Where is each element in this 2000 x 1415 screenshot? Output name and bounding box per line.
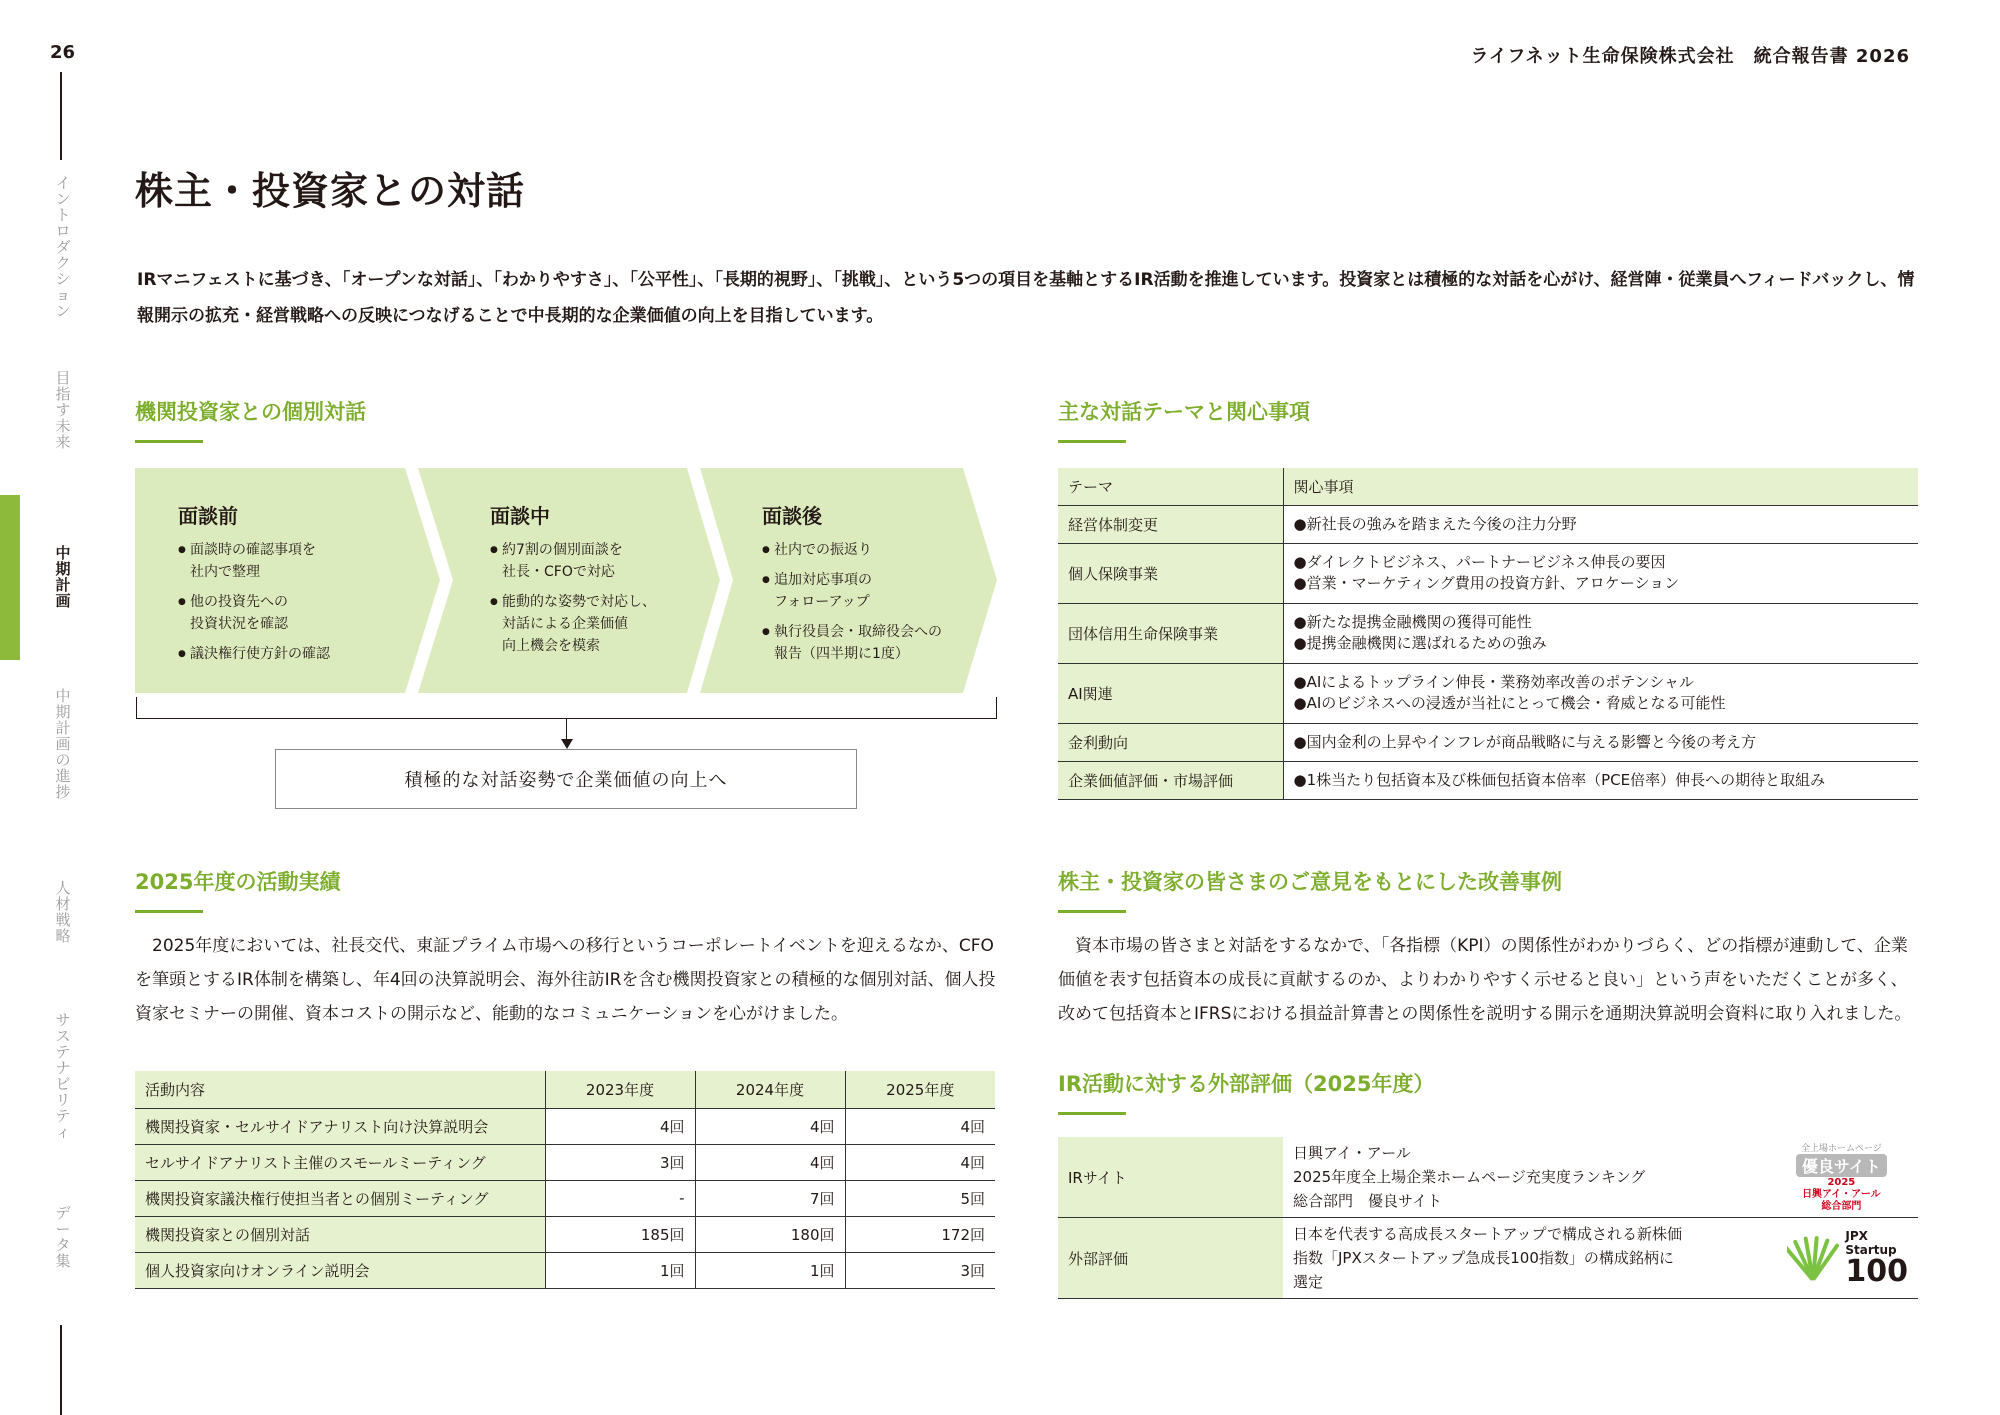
activity-count-cell: -	[545, 1180, 695, 1216]
flow-step-before	[178, 468, 408, 673]
flow-step-during	[490, 468, 720, 665]
interest-item: ●AIのビジネスへの浸透が当社にとって機会・脅威となる可能性	[1293, 694, 1726, 712]
flow-step-item: ● 面談時の確認事項を 社内で整理	[178, 539, 408, 583]
jpx-logo-cell	[1777, 1218, 1918, 1299]
activities-table	[135, 1071, 995, 1289]
sidebar-item[interactable]: 目指す未来	[55, 369, 71, 451]
table-row	[1058, 761, 1918, 799]
flow-step-list	[762, 539, 992, 665]
flow-step-list	[178, 539, 408, 665]
activity-count-cell: 4回	[695, 1108, 845, 1144]
activity-count-cell: 3回	[845, 1252, 995, 1288]
theme-cell: 金利動向	[1058, 723, 1283, 761]
report-header: ライフネット生命保険株式会社 統合報告書 2026	[1470, 46, 1910, 67]
interest-cell	[1283, 761, 1918, 799]
table-row	[1058, 505, 1918, 543]
sidebar-item[interactable]: 中期計画	[55, 544, 71, 610]
jpx-startup-logo-icon	[1787, 1229, 1908, 1287]
table-row	[135, 1144, 995, 1180]
eval-text: 日本を代表する高成長スタートアップで構成される新株価 指数「JPXスタートアップ急成長100指数」の構成銘柄に 選定	[1283, 1218, 1777, 1299]
sidebar-item[interactable]: 人材戦略	[55, 879, 71, 945]
table-row	[135, 1216, 995, 1252]
flow-step-list	[490, 539, 720, 657]
flow-bracket	[136, 697, 997, 719]
flow-step-item: ● 他の投資先への 投資状況を確認	[178, 591, 408, 635]
interest-item: ●AIによるトップライン伸長・業務効率改善のポテンシャル	[1293, 673, 1694, 691]
badge-line2: 優良サイト	[1796, 1154, 1887, 1177]
interest-item: ●営業・マーケティング費用の投資方針、アロケーション	[1293, 574, 1680, 592]
dialogue-flow	[135, 468, 997, 693]
activities-header: 活動内容	[135, 1071, 545, 1108]
activity-count-cell: 5回	[845, 1180, 995, 1216]
page-number: 26	[50, 42, 76, 63]
badge-line3: 2025 日興アイ・アール 総合部門	[1802, 1177, 1881, 1212]
flow-connector	[566, 719, 567, 741]
interest-item: ●国内金利の上昇やインフレが商品戦略に与える影響と今後の考え方	[1293, 732, 1756, 751]
jpx-line3: 100	[1845, 1254, 1908, 1289]
interest-cell	[1283, 543, 1918, 603]
table-row	[135, 1252, 995, 1288]
eval-text: 日興アイ・アール 2025年度全上場企業ホームページ充実度ランキング 総合部門 優良サイト	[1283, 1137, 1777, 1218]
themes-header-theme: テーマ	[1058, 468, 1283, 505]
activity-count-cell: 1回	[695, 1252, 845, 1288]
activity-name-cell: 機関投資家との個別対話	[135, 1216, 545, 1252]
sidebar-item[interactable]: データ集	[55, 1204, 71, 1270]
activities-header: 2023年度	[545, 1071, 695, 1108]
flow-step-item: ● 社内での振返り	[762, 539, 992, 561]
activity-count-cell: 4回	[545, 1108, 695, 1144]
section-heading-improvement: 株主・投資家の皆さまのご意見をもとにした改善事例	[1058, 870, 1562, 894]
result-box: 積極的な対話姿勢で企業価値の向上へ	[275, 749, 857, 809]
activity-count-cell: 1回	[545, 1252, 695, 1288]
activity-name-cell: セルサイドアナリスト主催のスモールミーティング	[135, 1144, 545, 1180]
section-heading-external: IR活動に対する外部評価（2025年度）	[1058, 1072, 1435, 1096]
theme-cell: 経営体制変更	[1058, 505, 1283, 543]
flow-step-after	[762, 468, 992, 673]
activities-header: 2024年度	[695, 1071, 845, 1108]
flow-step-title: 面談中	[490, 504, 550, 528]
table-row	[1058, 663, 1918, 723]
page-title: 株主・投資家との対話	[135, 169, 526, 213]
sidebar-active-marker	[0, 495, 20, 660]
theme-cell: AI関連	[1058, 663, 1283, 723]
interest-item: ●1株当たり包括資本及び株価包括資本倍率（PCE倍率）伸長への期待と取組み	[1293, 770, 1826, 789]
flow-arrowhead	[561, 739, 573, 749]
section-heading-themes: 主な対話テーマと関心事項	[1058, 400, 1310, 424]
section-underline	[1058, 1112, 1126, 1115]
activity-count-cell: 4回	[845, 1144, 995, 1180]
table-row	[1058, 603, 1918, 663]
flow-step-title: 面談前	[178, 504, 238, 528]
sidebar-item[interactable]: サステナビリティ	[55, 1011, 71, 1141]
flow-step-item: ● 追加対応事項の フォローアップ	[762, 569, 992, 613]
interest-cell	[1283, 505, 1918, 543]
activities-text: 2025年度においては、社長交代、東証プライム市場への移行というコーポレートイベントを迎えるなか、CFOを筆頭とするIR体制を構築し、年4回の決算説明会、海外往訪IRを含む機関投資家との積極的な個別対話、個人投資家セミナーの開催、資本コストの開示など、能動的なコミュニケーションを心がけました。	[135, 936, 996, 1024]
table-row	[135, 1108, 995, 1144]
jpx-fan-icon	[1787, 1232, 1839, 1284]
interest-item: ●新社長の強みを踏まえた今後の注力分野	[1293, 514, 1577, 533]
section-heading-activities: 2025年度の活動実績	[135, 870, 341, 894]
activity-name-cell: 機関投資家議決権行使担当者との個別ミーティング	[135, 1180, 545, 1216]
activity-count-cell: 4回	[695, 1144, 845, 1180]
activities-header: 2025年度	[845, 1071, 995, 1108]
section-underline	[135, 910, 203, 913]
sidebar-item[interactable]: 中期計画の進捗	[55, 687, 71, 801]
section-underline	[135, 440, 203, 443]
flow-step-item: ● 執行役員会・取締役会への 報告（四半期に1度）	[762, 621, 992, 665]
sidebar-line-bottom	[60, 1325, 62, 1415]
section-underline	[1058, 910, 1126, 913]
interest-cell	[1283, 603, 1918, 663]
activity-count-cell: 180回	[695, 1216, 845, 1252]
jpx-line1: JPX	[1845, 1229, 1868, 1243]
themes-header-interest: 関心事項	[1283, 468, 1918, 505]
activity-count-cell: 7回	[695, 1180, 845, 1216]
activity-count-cell: 4回	[845, 1108, 995, 1144]
eval-label: 外部評価	[1058, 1218, 1283, 1299]
award-badge-icon	[1787, 1143, 1895, 1211]
improvement-text: 資本市場の皆さまと対話をするなかで、「各指標（KPI）の関係性がわかりづらく、どの指標が連動して、企業価値を表す包括資本の成長に貢献するのか、よりわかりやすく示せると良い」という声をいただくことが多く、改めて包括資本とIFRSにおける損益計算書との関係性を説明する開示を通期決算説明会資料に取り入れました。	[1058, 936, 1912, 1024]
interest-cell	[1283, 723, 1918, 761]
external-eval-table	[1058, 1137, 1918, 1299]
activity-count-cell: 185回	[545, 1216, 695, 1252]
interest-item: ●新たな提携金融機関の獲得可能性	[1293, 613, 1532, 631]
theme-cell: 企業価値評価・市場評価	[1058, 761, 1283, 799]
award-badge-cell	[1777, 1137, 1918, 1218]
flow-step-title: 面談後	[762, 504, 822, 528]
interest-item: ●ダイレクトビジネス、パートナービジネス伸長の要因	[1293, 553, 1666, 571]
interest-cell	[1283, 663, 1918, 723]
activity-name-cell: 個人投資家向けオンライン説明会	[135, 1252, 545, 1288]
section-underline	[1058, 440, 1126, 443]
jpx-line2: Startup	[1845, 1243, 1897, 1257]
flow-step-item: ● 能動的な姿勢で対応し、 対話による企業価値 向上機会を模索	[490, 591, 720, 657]
activity-name-cell: 機関投資家・セルサイドアナリスト向け決算説明会	[135, 1108, 545, 1144]
badge-line1: 全上場ホームページ	[1800, 1144, 1882, 1154]
activity-count-cell: 172回	[845, 1216, 995, 1252]
flow-step-item: ● 約7割の個別面談を 社長・CFOで対応	[490, 539, 720, 583]
eval-label: IRサイト	[1058, 1137, 1283, 1218]
activity-count-cell: 3回	[545, 1144, 695, 1180]
table-row	[1058, 723, 1918, 761]
interest-item: ●提携金融機関に選ばれるための強み	[1293, 634, 1547, 652]
theme-cell: 個人保険事業	[1058, 543, 1283, 603]
table-row	[1058, 543, 1918, 603]
lead-paragraph: IRマニフェストに基づき、「オープンな対話」、「わかりやすさ」、「公平性」、「長期的視野」、「挑戦」、という5つの項目を基軸とするIR活動を推進しています。投資家とは積極的な対話を心がけ、経営陣・従業員へフィードバックし、情報開示の拡充・経営戦略への反映につなげることで中長期的な企業価値の向上を目指しています。	[137, 270, 1915, 326]
flow-step-item: ● 議決権行使方針の確認	[178, 643, 408, 665]
sidebar-item[interactable]: イントロダクション	[55, 174, 71, 320]
section-heading-individual: 機関投資家との個別対話	[135, 400, 366, 424]
table-row	[135, 1180, 995, 1216]
themes-table	[1058, 468, 1918, 800]
sidebar-line-top	[60, 72, 62, 160]
theme-cell: 団体信用生命保険事業	[1058, 603, 1283, 663]
